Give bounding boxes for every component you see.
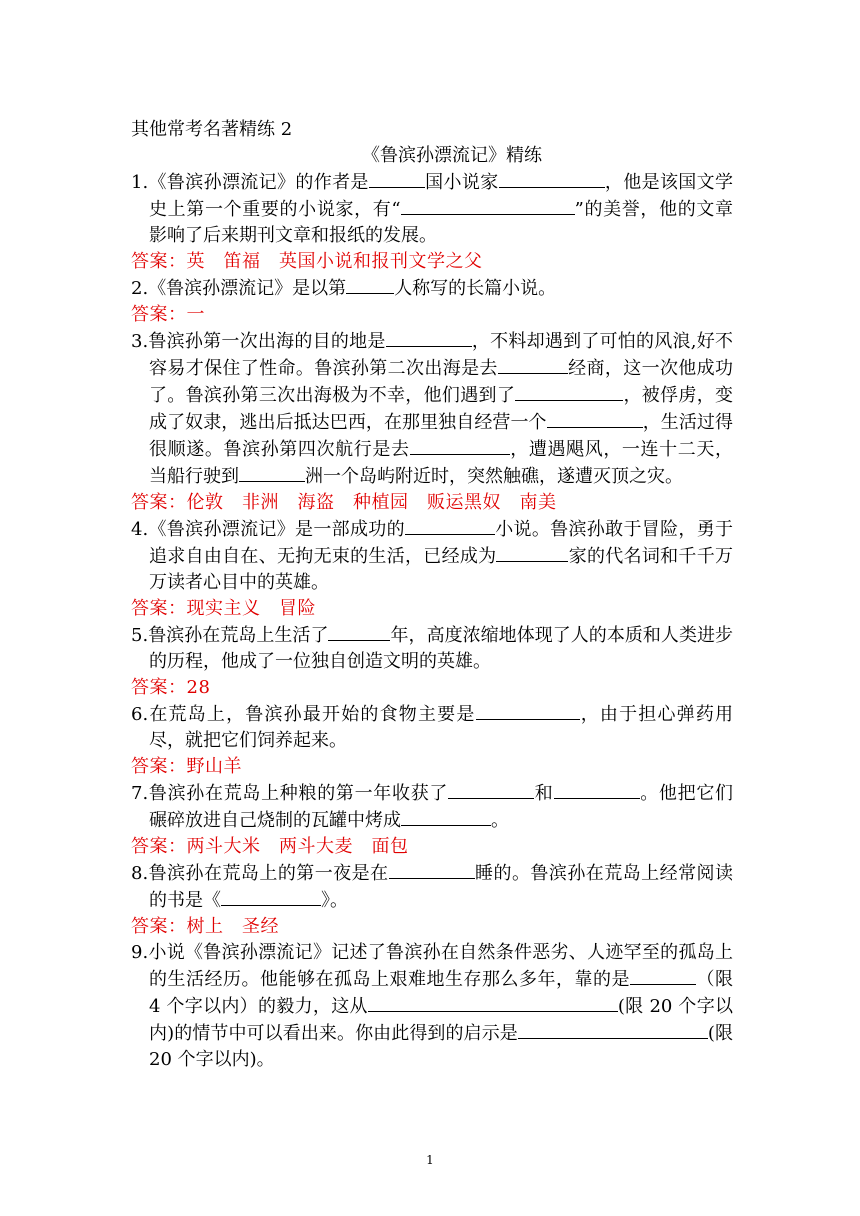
question-text: 鲁滨孙在荒岛上生活了 [148,625,329,646]
question-number: 5. [131,625,149,646]
answer-3 [131,490,733,516]
question-text: ，被俘虏，变成了奴隶，逃出后抵达巴西，在那里独自经营一个 [149,385,734,433]
question-text: ”的美誉，他的文章影响了后来期刊文章和报纸的发展。 [149,199,734,246]
answer-blank[interactable] [515,382,623,401]
answer-text: 两斗大米 两斗大麦 面包 [186,836,409,857]
question-text: (限 20 个字以内)的情节中可以看出来。你由此得到的启示是 [149,996,733,1044]
question-7 [131,780,733,834]
answer-label: 答案： [131,916,187,937]
answer-blank[interactable] [221,887,321,906]
question-number: 9. [131,942,149,963]
answer-2 [131,302,733,328]
question-text: 国小说家 [424,172,499,193]
question-number: 4. [131,519,149,540]
answer-blank[interactable] [401,807,491,826]
answer-label: 答案： [131,598,187,619]
question-text: 鲁滨孙在荒岛上种粮的第一年收获了 [148,783,449,804]
question-text: 在荒岛上，鲁滨孙最开始的食物主要是 [148,704,476,725]
document-body [131,117,733,1073]
answer-blank[interactable] [368,993,618,1012]
answer-text: 树上 圣经 [186,916,279,937]
question-number: 7. [131,783,149,804]
answer-label: 答案： [131,677,187,698]
answer-label: 答案： [131,492,187,513]
answer-7 [131,834,733,860]
answer-blank[interactable] [239,463,305,482]
answer-blank[interactable] [386,328,472,347]
answer-label: 答案： [131,304,187,325]
answer-blank[interactable] [498,355,568,374]
answer-1 [131,249,733,275]
question-text: 鲁滨孙在荒岛上的第一夜是在 [148,863,389,884]
question-8 [131,860,733,914]
question-number: 3. [131,331,149,352]
answer-text: 一 [186,304,205,325]
question-number: 2. [131,278,149,299]
answer-blank[interactable] [630,966,696,985]
question-2 [131,275,733,302]
question-text: 经商，这一次他成功了。鲁滨孙第三次出海极为不幸，他们遇到了 [149,358,734,406]
question-text: 洲一个岛屿附近时，突然触礁，遂遭灭顶之灾。 [305,466,683,487]
question-text: 《鲁滨孙漂流记》是一部成功的 [148,519,405,540]
question-text: （限 4 个字以内）的毅力，这从 [149,969,733,1017]
answer-8 [131,914,733,940]
question-text: ，由于担心弹药用尽，就把它们饲养起来。 [149,704,734,751]
question-1 [131,169,733,249]
question-6 [131,701,733,754]
question-text: 人称写的长篇小说。 [394,278,557,299]
answer-4 [131,596,733,622]
question-text: ，遭遇飓风，一连十二天，当船行驶到 [149,439,734,487]
question-text: 年，高度浓缩地体现了人的本质和人类进步的历程，他成了一位独自创造文明的英雄。 [149,625,733,672]
question-3 [131,328,733,490]
answer-blank[interactable] [476,701,580,720]
answer-text: 英 笛福 英国小说和报刊文学之父 [186,251,483,272]
answer-blank[interactable] [401,196,575,215]
question-text: ，不料却遇到了可怕的风浪,好不容易才保住了性命。鲁滨孙第二次出海是去 [149,331,733,379]
question-text: 家的代名词和千千万万读者心目中的英雄。 [149,546,734,593]
question-text: 小说《鲁滨孙漂流记》记述了鲁滨孙在自然条件恶劣、人迹罕至的孤岛上的生活经历。他能够在孤岛上艰难地生存那么多年，靠的是 [148,942,733,990]
answer-blank[interactable] [346,275,394,294]
answer-text: 伦敦 非洲 海盗 种植园 贩运黑奴 南美 [186,492,557,513]
answer-blank[interactable] [369,169,425,188]
question-5 [131,622,733,675]
question-text: 。 [491,810,509,831]
question-text: 《鲁滨孙漂流记》的作者是 [148,172,369,193]
question-number: 8. [131,863,149,884]
answer-blank[interactable] [499,169,605,188]
answer-blank[interactable] [448,780,534,799]
question-text: 睡的。鲁滨孙在荒岛上经常阅读的书是《 [149,863,733,911]
question-text: 小说。鲁滨孙敢于冒险，勇于追求自由自在、无拘无束的生活，已经成为 [149,519,734,567]
question-number: 6. [131,704,149,725]
answer-5 [131,675,733,701]
answer-label: 答案： [131,836,187,857]
question-9 [131,940,733,1073]
question-text: 。他把它们碾碎放进自己烧制的瓦罐中烤成 [149,783,734,831]
question-text: 《鲁滨孙漂流记》是以第 [148,278,347,299]
question-text: ，他是该国文学史上第一个重要的小说家，有“ [149,172,734,220]
answer-text: 野山羊 [186,756,242,777]
answer-blank[interactable] [496,543,568,562]
answer-blank[interactable] [389,860,475,879]
question-text: 和 [534,783,554,804]
question-text: ，生活过得很顺遂。鲁滨孙第四次航行是去 [149,412,734,460]
answer-blank[interactable] [410,436,510,455]
answer-label: 答案： [131,251,187,272]
answer-text: 28 [186,677,211,698]
answer-label: 答案： [131,756,187,777]
question-text: 》。 [321,890,348,911]
question-4 [131,516,733,596]
answer-blank[interactable] [554,780,640,799]
page-number: 1 [426,1153,434,1167]
answer-blank[interactable] [547,409,643,428]
answer-text: 现实主义 冒险 [186,598,316,619]
answer-blank[interactable] [518,1020,708,1039]
answer-6 [131,754,733,780]
question-number: 1. [131,172,149,193]
answer-blank[interactable] [405,516,495,535]
question-text: 鲁滨孙第一次出海的目的地是 [148,331,386,352]
answer-blank[interactable] [328,622,390,641]
document-subheading: 《鲁滨孙漂流记》精练 [362,145,542,166]
question-text: (限 20 个字以内)。 [149,1023,733,1070]
document-heading: 其他常考名著精练 2 [131,119,293,140]
